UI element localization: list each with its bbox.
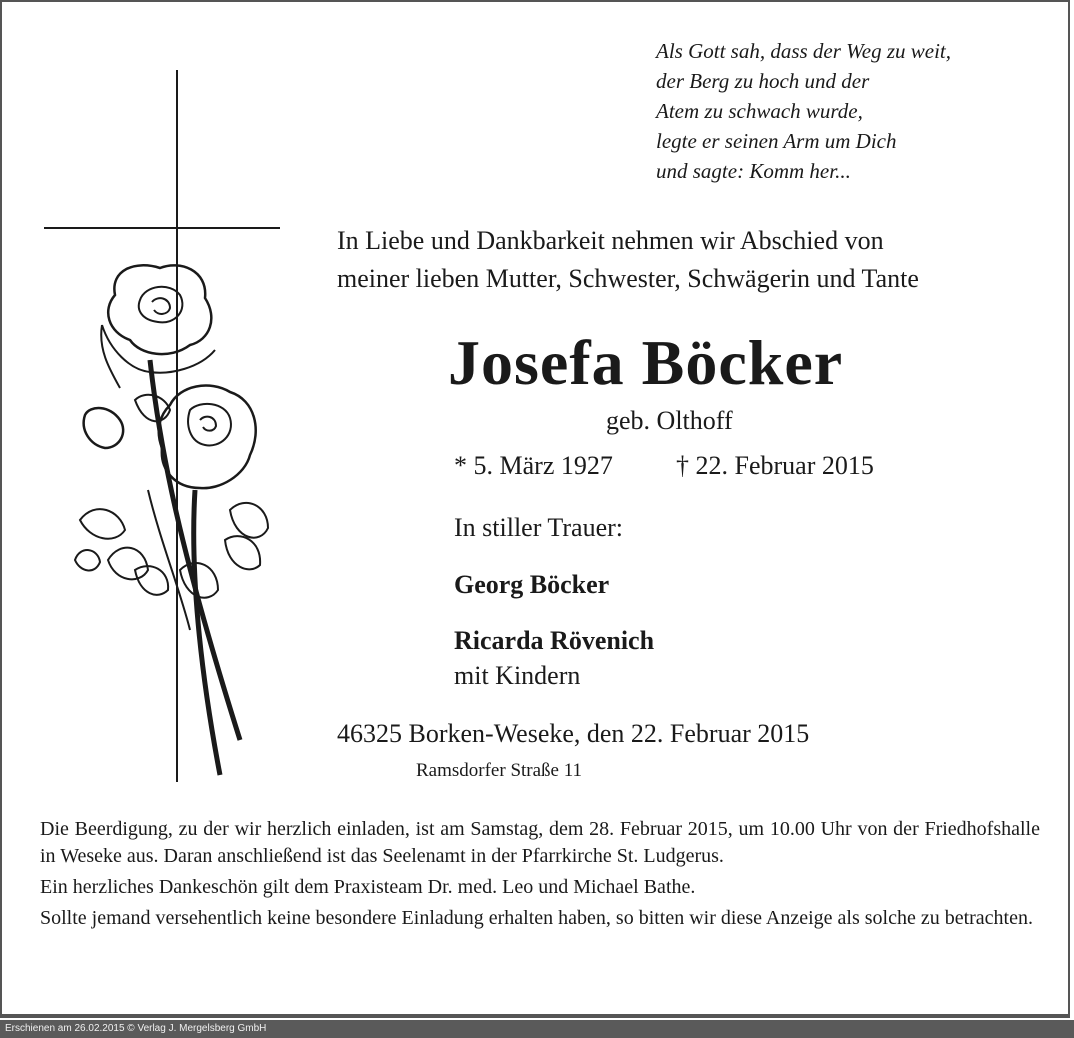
poem-line: Atem zu schwach wurde, — [656, 99, 863, 123]
street-address: Ramsdorfer Straße 11 — [416, 760, 583, 781]
intro-text — [337, 222, 1057, 298]
death-date: † 22. Februar 2015 — [676, 451, 874, 480]
mourners-heading: In stiller Trauer: — [454, 513, 623, 542]
poem — [656, 36, 1056, 186]
intro-line-2: meiner lieben Mutter, Schwester, Schwägerin und Tante — [337, 264, 919, 293]
place-date: 46325 Borken-Weseke, den 22. Februar 2015 — [337, 719, 810, 748]
deceased-name: Josefa Böcker — [448, 327, 844, 398]
thanks-notice: Ein herzliches Dankeschön gilt dem Praxisteam Dr. med. Leo und Michael Bathe. — [40, 876, 696, 898]
poem-line: Als Gott sah, dass der Weg zu weit, — [656, 39, 951, 63]
poem-line: und sagte: Komm her... — [656, 159, 851, 183]
funeral-notice: Die Beerdigung, zu der wir herzlich einladen, ist am Samstag, dem 28. Februar 2015, um 10.00 Uhr von der Friedhofshalle in Weseke aus. Daran anschließend ist das Seelenamt in der Pfarrkirche St. Ludgerus. — [40, 818, 1040, 867]
mourner-note: mit Kindern — [454, 661, 581, 690]
invitation-notice: Sollte jemand versehentlich keine besondere Einladung erhalten haben, so bitten wir diese Anzeige als solche zu betrachten. — [40, 907, 1033, 929]
notes — [40, 816, 1040, 936]
mourner-name: Ricarda Rövenich — [454, 626, 655, 655]
publisher-footer: Erschienen am 26.02.2015 © Verlag J. Mergelsberg GmbH — [0, 1020, 1074, 1038]
birth-date: * 5. März 1927 — [454, 451, 613, 480]
mourner-name: Georg Böcker — [454, 570, 610, 599]
intro-line-1: In Liebe und Dankbarkeit nehmen wir Abschied von — [337, 226, 884, 255]
cross-with-roses-icon — [40, 70, 280, 790]
poem-line: legte er seinen Arm um Dich — [656, 129, 897, 153]
maiden-name: geb. Olthoff — [606, 406, 733, 435]
poem-line: der Berg zu hoch und der — [656, 69, 870, 93]
